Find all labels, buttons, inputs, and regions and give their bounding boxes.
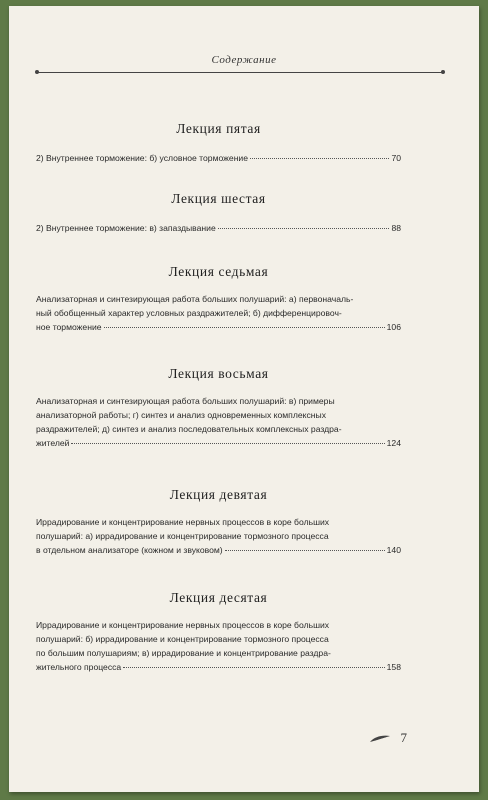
entry-text: в отдельном анализаторе (кожном и звуковом) (36, 545, 223, 555)
page-number: 124 (386, 438, 401, 448)
entry-text: раздражителей; д) синтез и анализ последовательных комплексных раздра- (36, 424, 342, 434)
toc-section (36, 590, 401, 674)
dot-leader (104, 327, 385, 328)
toc-entry[interactable] (36, 394, 401, 450)
dot-leader (123, 667, 384, 668)
lecture-title: Лекция шестая (171, 191, 266, 206)
entry-text: Иррадирование и концентрирование нервных процессов в коре больших (36, 517, 330, 527)
entry-text: Иррадирование и концентрирование нервных процессов в коре больших (36, 620, 330, 630)
page-number: 106 (386, 322, 401, 332)
toc-section (36, 191, 401, 235)
running-head: Содержание (211, 54, 277, 66)
quill-ornament-icon (369, 734, 391, 744)
page-folio: 7 (400, 730, 407, 745)
toc-entry[interactable] (36, 618, 401, 674)
dot-leader (71, 443, 384, 444)
toc-section (36, 487, 401, 557)
toc-entry[interactable] (36, 515, 401, 557)
lecture-title: Лекция девятая (169, 487, 268, 502)
lecture-title: Лекция восьмая (168, 366, 269, 381)
page-number: 140 (386, 545, 401, 555)
entry-text: 2) Внутреннее торможение: в) запаздывание (36, 223, 216, 233)
dot-leader (218, 228, 390, 229)
toc-entry[interactable] (36, 151, 401, 165)
lecture-title: Лекция десятая (169, 590, 268, 605)
toc-entry[interactable] (36, 221, 401, 235)
lecture-title: Лекция седьмая (168, 264, 269, 279)
toc-section (36, 366, 401, 450)
page-number: 88 (391, 223, 401, 233)
book-page (9, 6, 479, 792)
entry-text: полушарий: а) иррадирование и концентрирование тормозного процесса (36, 531, 329, 541)
entry-text: 2) Внутреннее торможение: б) условное торможение (36, 153, 249, 163)
lecture-title: Лекция пятая (176, 121, 261, 136)
toc-section (36, 121, 401, 165)
page-number: 158 (386, 662, 401, 672)
header-rule (37, 72, 443, 73)
entry-text: Анализаторная и синтезирующая работа больших полушарий: а) первоначаль- (36, 294, 354, 304)
dot-leader (250, 158, 389, 159)
page-number: 70 (391, 153, 401, 163)
entry-text: ный обобщенный характер условных раздражителей; б) дифференцировоч- (36, 308, 342, 318)
toc-entry[interactable] (36, 292, 401, 334)
entry-text: жителей (36, 438, 70, 448)
entry-text: Анализаторная и синтезирующая работа больших полушарий: в) примеры (36, 396, 335, 406)
entry-text: по большим полушариям; в) иррадирование и концентрирование раздра- (36, 648, 331, 658)
entry-text: ное торможение (36, 322, 102, 332)
entry-text: полушарий: б) иррадирование и концентрирование тормозного процесса (36, 634, 329, 644)
dot-leader (225, 550, 385, 551)
toc-section (36, 264, 401, 334)
entry-text: жительного процесса (36, 662, 122, 672)
entry-text: анализаторной работы; г) синтез и анализ одновременных комплексных (36, 410, 327, 420)
